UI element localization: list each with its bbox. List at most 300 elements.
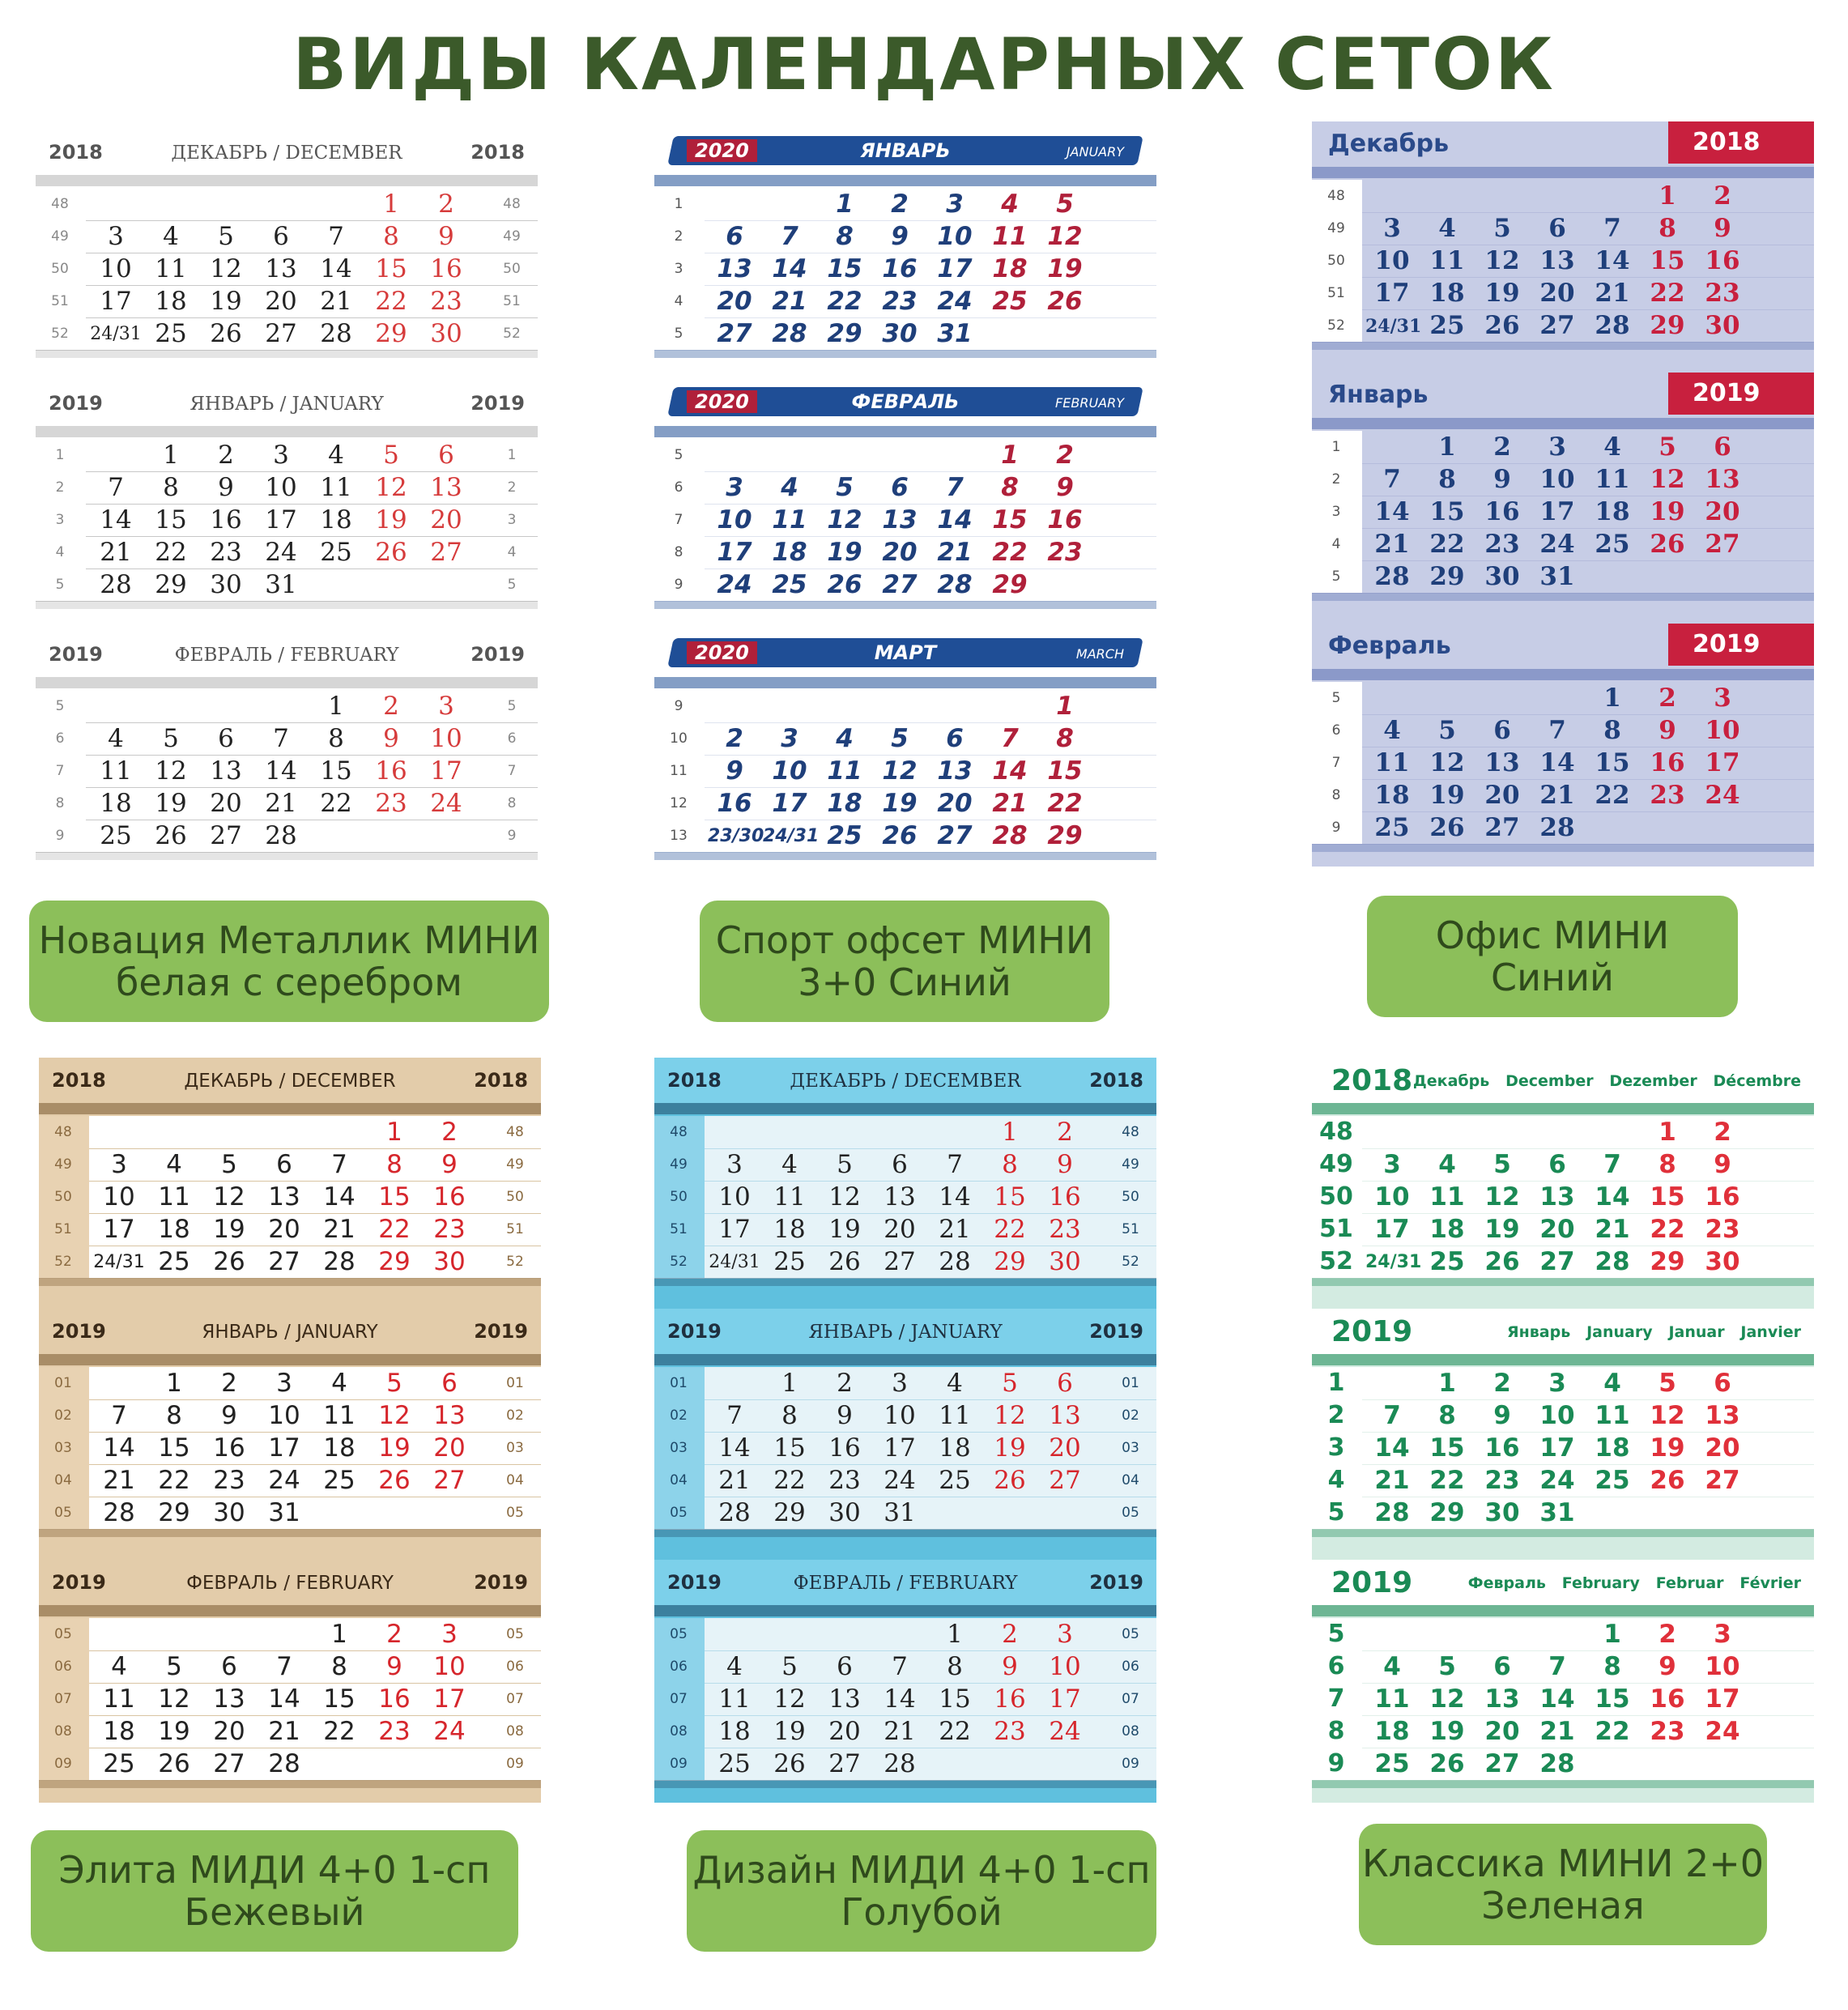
week-number: 50 xyxy=(54,1189,72,1205)
day-cell: 27 xyxy=(1705,1466,1740,1495)
day-cell: 21 xyxy=(268,1717,300,1746)
day-cell: 29 xyxy=(1650,1247,1685,1276)
day-cell: 10 xyxy=(1049,1652,1081,1681)
week-number: 5 xyxy=(1327,1498,1345,1527)
week-number: 07 xyxy=(54,1691,72,1707)
day-cell: 30 xyxy=(828,1498,861,1527)
day-cell: 17 xyxy=(717,538,752,567)
day-cell: 12 xyxy=(155,756,187,786)
week-row xyxy=(1312,1246,1814,1279)
day-cell: 6 xyxy=(946,724,964,753)
day-cell: 21 xyxy=(718,1466,751,1495)
month-block xyxy=(36,130,538,364)
day-cell: 15 xyxy=(1047,756,1083,786)
day-cell: 20 xyxy=(717,287,752,316)
day-cell: 29 xyxy=(827,319,862,348)
day-cell: 17 xyxy=(103,1215,135,1244)
day-cell: 14 xyxy=(937,505,973,534)
week-row xyxy=(654,253,1156,286)
day-cell: 23 xyxy=(1705,1215,1740,1244)
week-row xyxy=(39,1367,541,1400)
week-number: 51 xyxy=(670,1221,688,1237)
day-cell: 20 xyxy=(1705,497,1740,526)
day-cell: 19 xyxy=(210,287,242,316)
day-cell: 10 xyxy=(884,1401,916,1430)
day-cell: 31 xyxy=(884,1498,916,1527)
day-cell: 11 xyxy=(103,1684,135,1714)
week-row xyxy=(1312,1650,1814,1684)
day-cell: 12 xyxy=(1650,465,1685,494)
day-cell: 5 xyxy=(163,724,179,753)
day-cell: 22 xyxy=(1047,789,1083,818)
day-cell: 7 xyxy=(1383,1401,1401,1430)
week-number: 6 xyxy=(55,730,65,747)
day-cell: 22 xyxy=(155,538,187,567)
week-number: 1 xyxy=(674,196,683,212)
week-number: 09 xyxy=(54,1756,72,1772)
day-cell: 18 xyxy=(1374,1717,1410,1746)
week-number-right: 1 xyxy=(507,447,517,463)
day-cell: 9 xyxy=(438,222,454,251)
day-cell: 19 xyxy=(1650,1433,1685,1463)
day-cell: 28 xyxy=(1539,813,1575,842)
day-cell: 19 xyxy=(1484,279,1520,308)
day-cell: 15 xyxy=(994,1182,1026,1212)
day-cell: 27 xyxy=(882,570,918,599)
day-cell: 25 xyxy=(1429,311,1465,340)
week-row xyxy=(654,1715,1156,1748)
month-grid xyxy=(39,1618,541,1780)
month-grid xyxy=(1312,682,1814,844)
day-cell: 22 xyxy=(323,1717,356,1746)
week-number: 9 xyxy=(55,828,65,844)
month-title: Февраль February Februar Février xyxy=(1467,1574,1801,1592)
weekday-footer xyxy=(39,1529,541,1537)
week-number: 05 xyxy=(670,1626,688,1642)
day-cell: 11 xyxy=(158,1182,190,1212)
day-cell: 7 xyxy=(946,473,964,502)
day-cell: 3 xyxy=(726,1150,743,1179)
month-block xyxy=(654,1058,1156,1292)
day-cell: 22 xyxy=(1595,781,1630,810)
month-block xyxy=(1312,1560,1814,1795)
day-cell: 15 xyxy=(939,1684,971,1714)
day-cell: 8 xyxy=(1659,214,1676,243)
month-title: ЯНВАРЬ / JANUARY xyxy=(202,1322,378,1343)
year-label-right: 2019 xyxy=(474,1320,528,1343)
month-header xyxy=(1312,1309,1814,1354)
day-cell: 13 xyxy=(1705,1401,1740,1430)
calendar-tile-office xyxy=(1312,121,1814,867)
day-cell: 22 xyxy=(375,287,407,316)
day-cell: 13 xyxy=(937,756,973,786)
week-number: 2 xyxy=(674,228,683,245)
week-row xyxy=(654,220,1156,253)
day-cell: 28 xyxy=(718,1498,751,1527)
day-cell: 18 xyxy=(155,287,187,316)
week-row xyxy=(1312,1748,1814,1781)
day-cell: 13 xyxy=(828,1684,861,1714)
day-cell: 5 xyxy=(836,473,854,502)
month-title: Январь xyxy=(1328,381,1429,409)
week-number-right: 05 xyxy=(1122,1626,1139,1642)
day-cell: 13 xyxy=(433,1401,466,1430)
month-title: ДЕКАБРЬ / DECEMBER xyxy=(790,1071,1021,1092)
day-cell: 1 xyxy=(1659,1118,1676,1147)
day-cell: 27 xyxy=(1049,1466,1081,1495)
weekday-strip xyxy=(39,1103,541,1114)
day-cell: 5 xyxy=(1438,1652,1456,1681)
day-cell: 13 xyxy=(882,505,918,534)
day-cell: 10 xyxy=(100,254,132,283)
day-cell: 2 xyxy=(441,1118,458,1147)
week-number-right: 06 xyxy=(1122,1659,1139,1675)
day-cell: 8 xyxy=(166,1401,182,1430)
day-cell: 6 xyxy=(441,1369,458,1398)
month-grid xyxy=(1312,1116,1814,1278)
week-row xyxy=(1312,528,1814,561)
day-cell: 4 xyxy=(1438,214,1456,243)
day-cell: 18 xyxy=(718,1717,751,1746)
day-cell: 18 xyxy=(772,538,807,567)
month-block xyxy=(36,632,538,867)
week-number: 3 xyxy=(55,512,65,528)
day-cell: 9 xyxy=(891,222,909,251)
day-cell: 4 xyxy=(1383,716,1401,745)
day-cell: 5 xyxy=(891,724,909,753)
day-cell: 3 xyxy=(1714,1620,1731,1649)
week-number-right: 02 xyxy=(1122,1407,1139,1424)
week-row xyxy=(36,722,538,756)
day-cell: 31 xyxy=(268,1498,300,1527)
day-cell: 28 xyxy=(1595,311,1630,340)
month-header xyxy=(1312,121,1814,167)
week-number: 51 xyxy=(1327,285,1345,301)
week-number: 4 xyxy=(1331,536,1341,552)
day-cell: 27 xyxy=(430,538,462,567)
day-cell: 26 xyxy=(1484,1247,1520,1276)
week-row xyxy=(39,1116,541,1149)
day-cell: 17 xyxy=(1539,497,1575,526)
month-header xyxy=(654,1058,1156,1103)
month-title: ЯНВАРЬ / JANUARY xyxy=(808,1322,1003,1343)
week-row xyxy=(39,1213,541,1246)
day-cell: 19 xyxy=(213,1215,245,1244)
week-number: 6 xyxy=(1327,1652,1345,1680)
day-cell: 24/31 xyxy=(763,826,820,846)
day-cell: 12 xyxy=(378,1401,411,1430)
month-block xyxy=(654,130,1156,364)
day-cell: 28 xyxy=(772,319,807,348)
year-label-right: 2019 xyxy=(474,1571,528,1594)
weekday-footer xyxy=(1312,593,1814,601)
month-block xyxy=(654,1309,1156,1544)
day-cell: 16 xyxy=(1047,505,1083,534)
product-variant: Голубой xyxy=(841,1890,1003,1934)
calendar-tile-sport xyxy=(654,130,1156,875)
day-cell: 5 xyxy=(1438,716,1456,745)
day-cell: 26 xyxy=(994,1466,1026,1495)
day-cell: 8 xyxy=(383,222,399,251)
day-cell: 1 xyxy=(1438,1369,1456,1398)
day-cell: 17 xyxy=(718,1215,751,1244)
day-cell: 6 xyxy=(1548,1150,1566,1179)
week-number: 06 xyxy=(670,1659,688,1675)
day-cell: 19 xyxy=(155,789,187,818)
year-label-left: 2018 xyxy=(49,141,103,164)
week-row xyxy=(654,1432,1156,1465)
day-cell: 11 xyxy=(772,505,807,534)
month-header xyxy=(36,632,538,677)
day-cell: 18 xyxy=(103,1717,135,1746)
day-cell: 16 xyxy=(717,789,752,818)
day-cell: 30 xyxy=(882,319,918,348)
day-cell: 9 xyxy=(1057,1150,1073,1179)
day-cell: 30 xyxy=(1049,1247,1081,1276)
week-number: 8 xyxy=(674,544,683,560)
day-cell: 1 xyxy=(328,692,344,721)
day-cell: 9 xyxy=(221,1401,237,1430)
week-number: 11 xyxy=(670,763,688,779)
week-row xyxy=(1312,1618,1814,1651)
month-grid xyxy=(1312,1367,1814,1529)
month-header xyxy=(654,381,1156,426)
weekday-footer xyxy=(36,350,538,358)
day-cell: 25 xyxy=(1374,813,1410,842)
day-cell: 6 xyxy=(1714,1369,1731,1398)
week-number: 5 xyxy=(55,698,65,714)
day-cell: 10 xyxy=(772,756,807,786)
day-cell: 3 xyxy=(1548,1369,1566,1398)
day-cell: 14 xyxy=(103,1433,135,1463)
day-cell: 19 xyxy=(378,1433,411,1463)
week-number-right: 01 xyxy=(506,1375,524,1391)
week-row xyxy=(36,690,538,723)
day-cell: 29 xyxy=(378,1247,411,1276)
week-row xyxy=(39,1148,541,1182)
weekday-strip xyxy=(1312,669,1814,680)
month-grid xyxy=(36,690,538,852)
week-row xyxy=(654,1246,1156,1279)
week-row xyxy=(36,569,538,602)
day-cell: 21 xyxy=(1595,1215,1630,1244)
day-cell: 29 xyxy=(992,570,1028,599)
week-row xyxy=(654,787,1156,820)
year-label-left: 2018 xyxy=(667,1069,722,1092)
day-cell: 26 xyxy=(375,538,407,567)
month-header xyxy=(36,130,538,175)
week-number: 51 xyxy=(54,1221,72,1237)
week-number: 04 xyxy=(54,1472,72,1488)
week-number: 12 xyxy=(670,795,688,811)
week-number: 08 xyxy=(670,1723,688,1740)
week-number: 7 xyxy=(1327,1684,1345,1713)
week-number: 5 xyxy=(1331,569,1341,585)
day-cell: 6 xyxy=(1548,214,1566,243)
month-title: ЯНВАРЬ xyxy=(860,139,951,162)
day-cell: 13 xyxy=(265,254,297,283)
week-number-right: 48 xyxy=(506,1124,524,1140)
product-label-office xyxy=(1367,896,1738,1017)
week-row xyxy=(39,1464,541,1497)
month-header xyxy=(39,1309,541,1354)
day-cell: 7 xyxy=(108,473,124,502)
month-block xyxy=(39,1309,541,1544)
week-row xyxy=(36,471,538,505)
day-cell: 27 xyxy=(828,1749,861,1778)
day-cell: 25 xyxy=(1429,1247,1465,1276)
day-cell: 26 xyxy=(155,821,187,850)
week-row xyxy=(36,536,538,569)
day-cell: 13 xyxy=(1484,1684,1520,1714)
day-cell: 4 xyxy=(108,724,124,753)
week-row xyxy=(1312,1715,1814,1748)
week-number: 52 xyxy=(1319,1247,1353,1275)
week-number: 3 xyxy=(1331,504,1341,520)
week-row xyxy=(1312,714,1814,747)
day-cell: 15 xyxy=(773,1433,806,1463)
calendar-tile-elita xyxy=(39,1058,541,1803)
weekday-strip xyxy=(654,426,1156,437)
week-number-right: 48 xyxy=(1122,1124,1139,1140)
day-cell: 23 xyxy=(213,1466,245,1495)
product-name: Новация Металлик МИНИ xyxy=(38,918,540,962)
year-label-left: 2019 xyxy=(667,1320,722,1343)
day-cell: 7 xyxy=(1001,724,1019,753)
week-number: 5 xyxy=(1327,1620,1345,1648)
product-name: Элита МИДИ 4+0 1-сп xyxy=(58,1848,491,1892)
week-number-right: 6 xyxy=(507,730,517,747)
day-cell: 12 xyxy=(994,1401,1026,1430)
day-cell: 14 xyxy=(992,756,1028,786)
day-cell: 15 xyxy=(992,505,1028,534)
week-number-right: 07 xyxy=(1122,1691,1139,1707)
day-cell: 10 xyxy=(1705,1652,1740,1681)
day-cell: 1 xyxy=(331,1620,347,1649)
month-header xyxy=(654,1560,1156,1605)
day-cell: 2 xyxy=(1659,1620,1676,1649)
weekday-footer xyxy=(39,1278,541,1286)
day-cell: 4 xyxy=(1603,432,1621,462)
day-cell: 16 xyxy=(375,756,407,786)
day-cell: 17 xyxy=(268,1433,300,1463)
day-cell: 22 xyxy=(994,1215,1026,1244)
day-cell: 4 xyxy=(1001,190,1019,219)
week-number-right: 50 xyxy=(1122,1189,1139,1205)
week-number: 05 xyxy=(670,1505,688,1521)
week-row xyxy=(654,1367,1156,1400)
day-cell: 11 xyxy=(1595,465,1630,494)
week-row xyxy=(654,1181,1156,1214)
day-cell: 11 xyxy=(320,473,352,502)
week-number: 52 xyxy=(51,326,69,342)
day-cell: 1 xyxy=(1603,683,1621,713)
day-cell: 24 xyxy=(1539,530,1575,559)
week-row xyxy=(1312,811,1814,845)
week-number-right: 5 xyxy=(507,698,517,714)
month-grid xyxy=(654,188,1156,350)
day-cell: 15 xyxy=(1429,497,1465,526)
day-cell: 11 xyxy=(827,756,862,786)
day-cell: 5 xyxy=(166,1652,182,1681)
day-cell: 20 xyxy=(1049,1433,1081,1463)
day-cell: 29 xyxy=(158,1498,190,1527)
week-number-right: 06 xyxy=(506,1659,524,1675)
day-cell: 28 xyxy=(323,1247,356,1276)
day-cell: 11 xyxy=(1374,1684,1410,1714)
week-row xyxy=(1312,431,1814,464)
product-variant: Синий xyxy=(1491,956,1614,999)
day-cell: 10 xyxy=(268,1401,300,1430)
month-grid xyxy=(1312,1618,1814,1780)
day-cell: 9 xyxy=(1002,1652,1018,1681)
day-cell: 1 xyxy=(1001,441,1019,470)
calendar-tile-design xyxy=(654,1058,1156,1803)
day-cell: 15 xyxy=(155,505,187,534)
day-cell: 6 xyxy=(221,1652,237,1681)
day-cell: 9 xyxy=(1056,473,1074,502)
day-cell: 23 xyxy=(994,1717,1026,1746)
day-cell: 16 xyxy=(1484,1433,1520,1463)
day-cell: 1 xyxy=(836,190,854,219)
week-number: 2 xyxy=(1331,471,1341,488)
product-name: Офис МИНИ xyxy=(1435,913,1670,957)
day-cell: 23 xyxy=(1484,1466,1520,1495)
day-cell: 8 xyxy=(836,222,854,251)
month-header xyxy=(1312,1560,1814,1605)
day-cell: 2 xyxy=(891,190,909,219)
week-number: 9 xyxy=(674,577,683,593)
day-cell: 28 xyxy=(103,1498,135,1527)
day-cell: 16 xyxy=(210,505,242,534)
day-cell: 3 xyxy=(892,1369,908,1398)
week-number: 6 xyxy=(674,479,683,496)
day-cell: 7 xyxy=(726,1401,743,1430)
week-number-right: 48 xyxy=(503,196,521,212)
day-cell: 31 xyxy=(1539,1498,1575,1527)
week-number-right: 7 xyxy=(507,763,517,779)
day-cell: 22 xyxy=(992,538,1028,567)
year-label-right: 2018 xyxy=(471,141,525,164)
weekday-footer xyxy=(654,852,1156,860)
month-grid xyxy=(654,690,1156,852)
day-cell: 13 xyxy=(1049,1401,1081,1430)
day-cell: 20 xyxy=(1484,1717,1520,1746)
day-cell: 8 xyxy=(331,1652,347,1681)
week-number: 50 xyxy=(1327,253,1345,269)
week-row xyxy=(36,317,538,351)
day-cell: 19 xyxy=(994,1433,1026,1463)
month-header xyxy=(654,130,1156,175)
day-cell: 26 xyxy=(827,570,862,599)
day-cell: 26 xyxy=(210,319,242,348)
weekday-footer xyxy=(1312,1529,1814,1537)
day-cell: 24/31 xyxy=(90,324,142,344)
day-cell: 11 xyxy=(323,1401,356,1430)
month-block xyxy=(1312,373,1814,607)
day-cell: 2 xyxy=(1493,1369,1511,1398)
week-number: 5 xyxy=(55,577,65,593)
day-cell: 8 xyxy=(1659,1150,1676,1179)
month-header xyxy=(1312,373,1814,418)
day-cell: 28 xyxy=(265,821,297,850)
day-cell: 6 xyxy=(218,724,234,753)
day-cell: 15 xyxy=(1429,1433,1465,1463)
day-cell: 27 xyxy=(884,1247,916,1276)
day-cell: 3 xyxy=(946,190,964,219)
weekday-strip xyxy=(654,677,1156,688)
week-number-right: 50 xyxy=(506,1189,524,1205)
